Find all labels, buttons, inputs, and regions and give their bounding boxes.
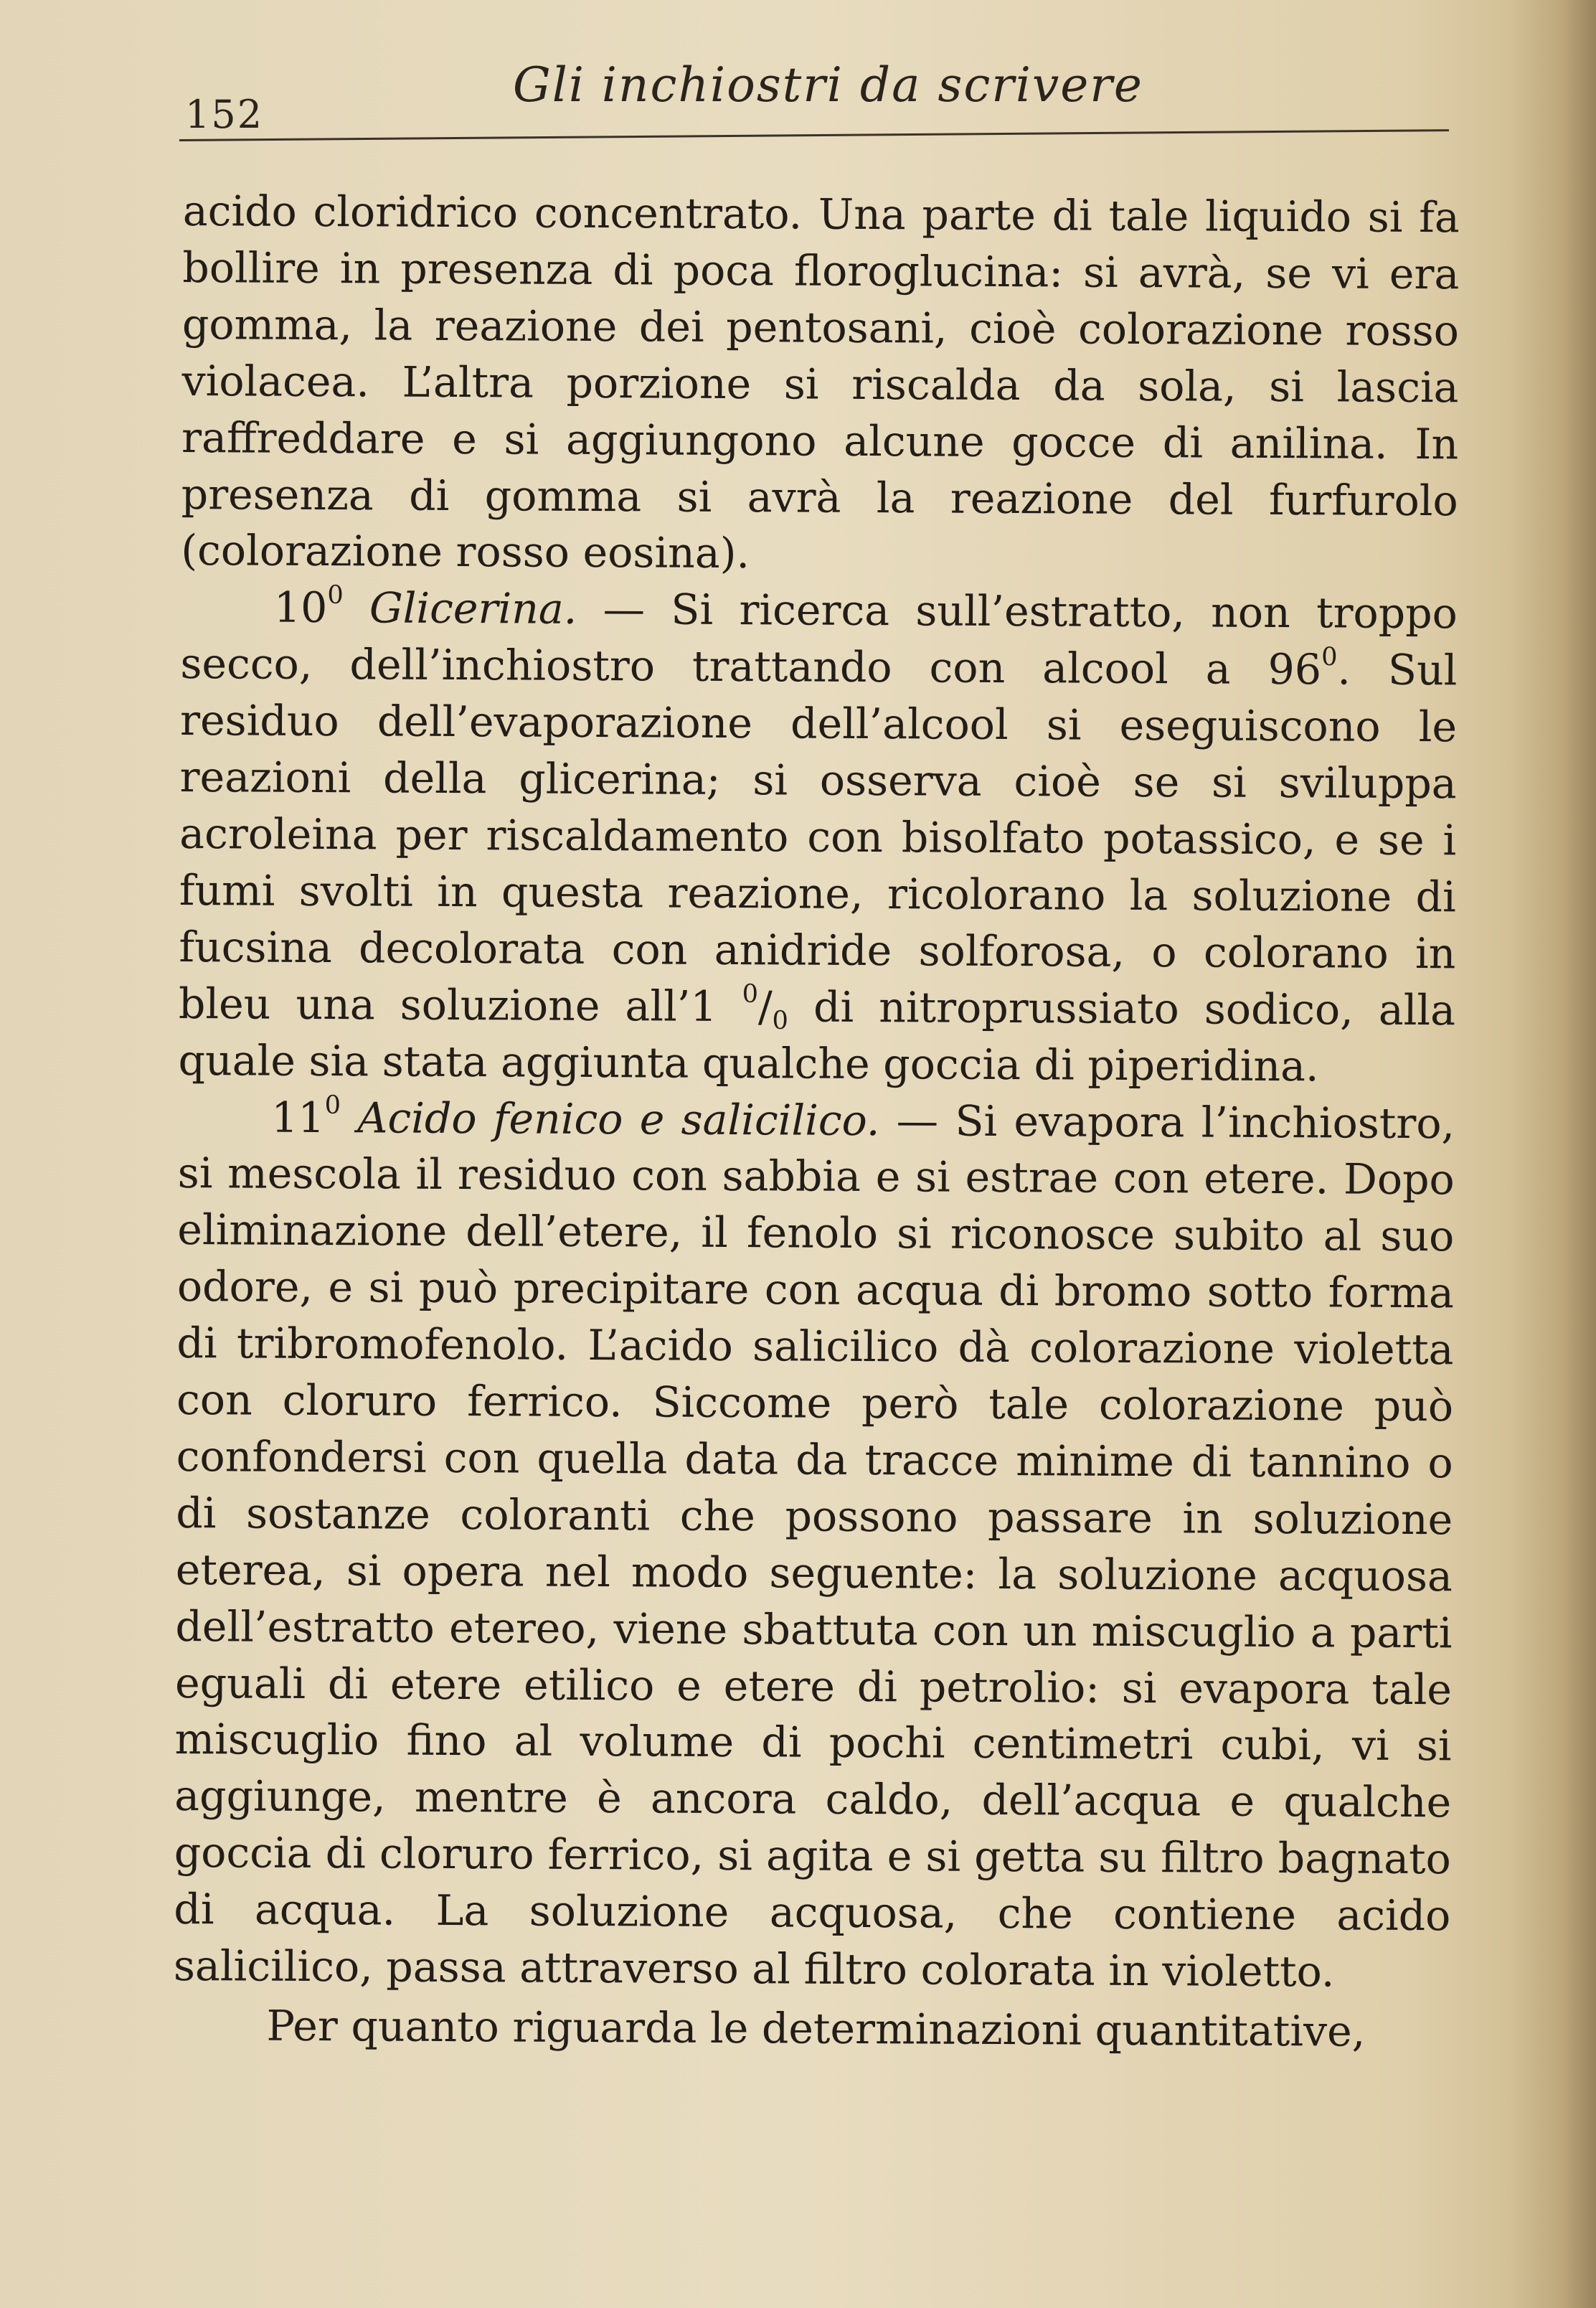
section-number: 10 — [273, 583, 328, 633]
paragraph-quantitative: Per quanto riguarda le determinazioni quantitative, — [266, 2001, 1366, 2056]
percent-slash: / — [757, 981, 773, 1032]
section-title: Glicerina. — [369, 583, 577, 634]
degree-mark: 0 — [1321, 642, 1338, 672]
page-number: 152 — [185, 92, 264, 137]
section-number: 11 — [271, 1093, 325, 1142]
paragraph-text: — Si evapora l’inchiostro, si mescola il residuo con sabbia e si estrae con etere. Dopo eliminazione dell’etere, il fenolo si riconosce subito al suo odore, e si può precipitare con acqua di bromo sotto forma di tribromofenolo. L’acido salicilico dà colorazione violetta con cloruro ferrico. Siccome però tale colorazione può confondersi con quella data da tracce minime di tannino o di sostanze coloranti che possono passare in soluzione eterea, si opera nel modo seguente: la soluzione acquosa dell’estratto etereo, viene sbattuta con un miscuglio a parti eguali di etere etilico e etere di petrolio: si evapora tale miscuglio fino al volume di pochi centimetri cubi, vi si aggiunge, mentre è ancora caldo, dell’acqua e qualche goccia di cloruro ferrico, si agita e si getta su filtro bagnato di acqua. La soluzione acquosa, che contiene acido salicilico, passa attraverso al filtro colorata in violetto. — [173, 1096, 1455, 1997]
header-rule — [179, 129, 1449, 141]
running-title: Gli inchiostri da scrivere — [513, 57, 1143, 113]
paragraph-text: . Sul residuo dell’evaporazione dell’alcool si eseguiscono le reazioni della glicerina; si osserva cioè se si sviluppa acroleina per riscaldamento con bisolfato potassico, e se i fumi svolti in questa reazione, ricolorano la soluzione di fucsina decolorata con anidride solforosa, o colorano in bleu una soluzione all’1 — [178, 645, 1458, 1031]
section-title: Acido fenico e salicilico. — [357, 1093, 880, 1145]
percent-sub: 0 — [772, 1005, 789, 1035]
paragraph-acido-fenico — [174, 1088, 1455, 2001]
paragraph-text: — Si ricerca sull’estratto, non troppo secco, dell’inchiostro trattando con alcool a 96 — [180, 585, 1458, 694]
page-edge-shadow — [1510, 0, 1596, 2308]
body-text — [173, 183, 1460, 2060]
percent-sup: 0 — [742, 979, 759, 1009]
paragraph-continuation: acido cloridrico concentrato. Una parte di tale liquido si fa bollire in presenza di poca floroglucina: si avrà, se vi era gomma, la reazione dei pentosani, cioè colorazione rosso violacea. L’altra porzione si riscalda da sola, si lascia raffreddare e si aggiungono alcune gocce di anilina. In presenza di gomma si avrà la reazione del furfurolo (colorazione rosso eosina). — [181, 186, 1460, 578]
ordinal-mark: 0 — [324, 1090, 341, 1120]
ordinal-mark: 0 — [327, 580, 344, 611]
paragraph-glicerina — [178, 579, 1458, 1095]
paragraph-text: di nitroprussiato sodico, alla quale sia stata aggiunta qualche goccia di piperidina. — [178, 982, 1456, 1091]
